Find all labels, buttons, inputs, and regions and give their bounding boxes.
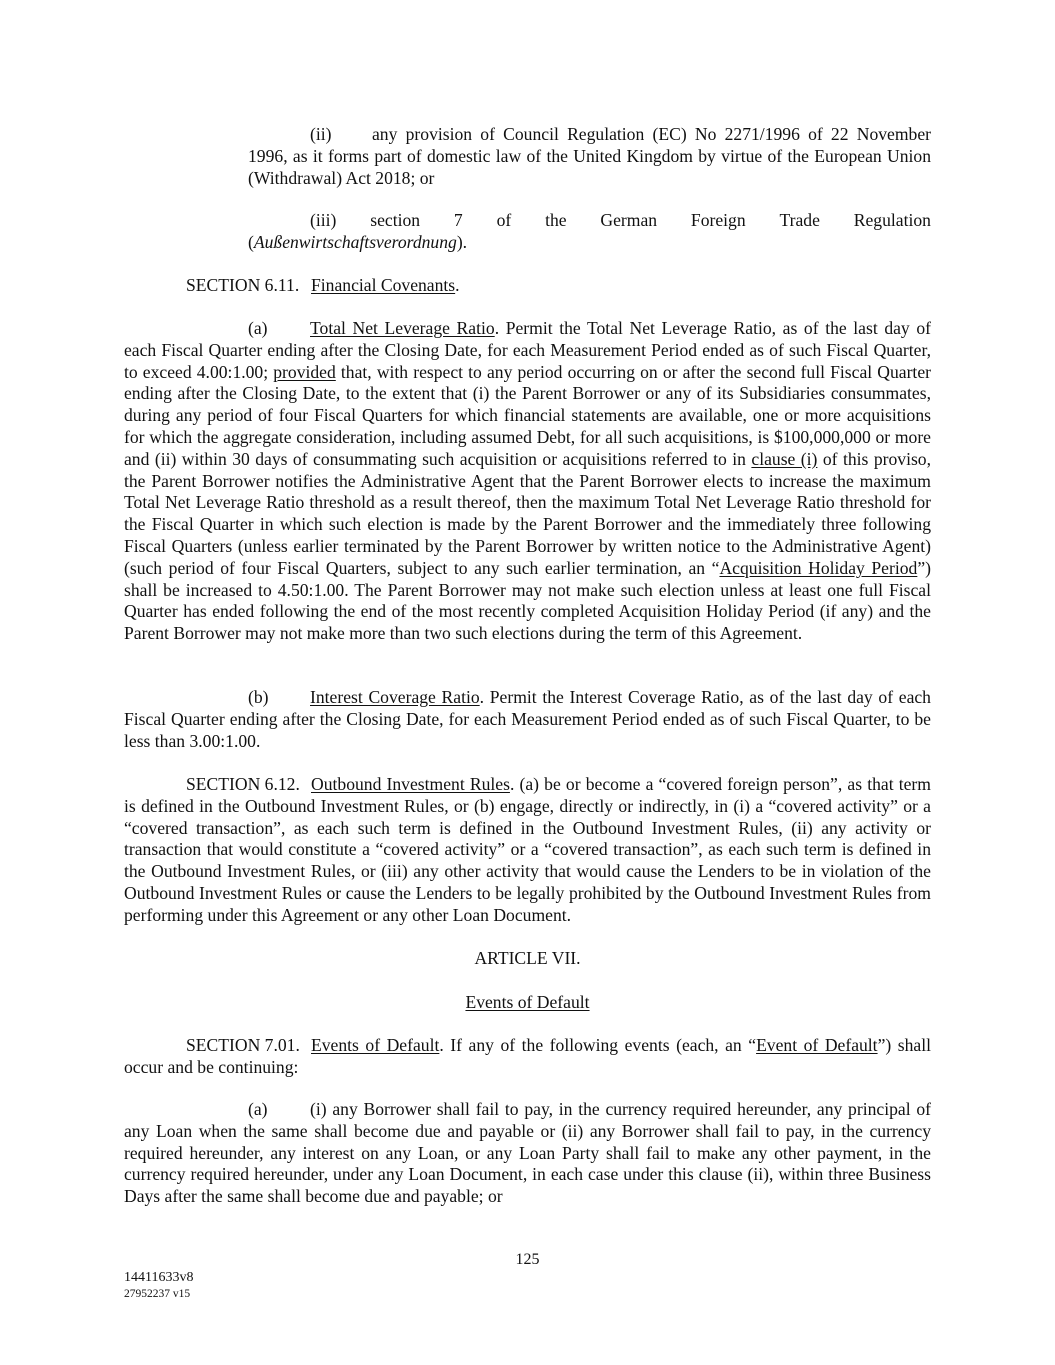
provided-term: provided bbox=[273, 361, 336, 382]
section-6-12-paragraph: SECTION 6.12. Outbound Investment Rules. (a) be or become a “covered foreign person”, as that term is defined in the Outbound Investment Rules, or (b) engage, directly or indirectly, in (i) a “covered activity” or a “covered transaction”, as each such term is defined in the Outbound Investment Rules, (ii) any activity or transaction that would constitute a “covered activity” or a “covered transaction”, as each such term is defined in the Outbound Investment Rules, or (iii) any other activity that would cause the Lenders to be in violation of the Outbound Investment Rules or cause the Lenders to be legally prohibited by the Outbound Investment Rules from performing under this Agreement or any other Loan Document. bbox=[124, 774, 931, 925]
clause-iii-number: (iii) bbox=[310, 210, 337, 230]
section-7-01-paragraph: SECTION 7.01. Events of Default. If any of the following events (each, an “Event of Default”) shall occur and be continuing: bbox=[124, 1035, 932, 1077]
events-of-default-title: Events of Default bbox=[311, 1035, 440, 1055]
section-7-01-a-paragraph bbox=[124, 1099, 931, 1208]
clause-iii-word: of bbox=[496, 210, 512, 230]
clause-ii-text: any provision of Council Regulation (EC) No 2271/1996 of 22 November 1996, as it forms part of domestic law of the United Kingdom by virtue of the European Union (Withdrawal) Act 2018; or bbox=[248, 124, 931, 188]
clause-ii-number: (ii) bbox=[310, 124, 332, 144]
clause-iii-word: Regulation bbox=[853, 210, 931, 230]
clause-iii-word: German bbox=[600, 210, 658, 230]
page-number: 125 bbox=[515, 1251, 540, 1268]
clause-iii-word: the bbox=[545, 210, 567, 230]
clause-iii-word: Trade bbox=[779, 210, 820, 230]
clause-iii-german-term: Außenwirtschaftsverordnung bbox=[253, 231, 457, 252]
clause-i-reference: clause (i) bbox=[751, 448, 818, 469]
article-heading: ARTICLE VII. bbox=[474, 948, 581, 968]
section-6-11-heading: SECTION 6.11. Financial Covenants. bbox=[186, 275, 460, 295]
section-6-12-label: SECTION 6.12. bbox=[186, 774, 300, 794]
total-net-leverage-ratio-title: Total Net Leverage Ratio bbox=[310, 318, 495, 338]
outbound-investment-rules-title: Outbound Investment Rules bbox=[311, 774, 510, 794]
clause-iii-first-line bbox=[248, 210, 931, 232]
clause-iii-word: 7 bbox=[453, 210, 463, 230]
document-id-primary: 14411633v8 bbox=[124, 1270, 194, 1285]
section-6-11-b-paragraph: (b) Interest Coverage Ratio. Permit the Interest Coverage Ratio, as of the last day of each Fiscal Quarter ending after the Closing Date, for each Measurement Period ended as of such Fiscal Quarter, to be less than 3.00:1.00. bbox=[124, 687, 931, 751]
clause-iii-second-line: (Außenwirtschaftsverordnung). bbox=[248, 231, 468, 252]
section-6-11-a-number: (a) bbox=[248, 318, 268, 338]
article-subheading: Events of Default bbox=[465, 992, 590, 1012]
section-7-01-a-text: (i) any Borrower shall fail to pay, in the currency required hereunder, any principal of any Loan when the same shall become due and payable or (ii) any Borrower shall fail to pay, in the currency required hereunder, any interest on any Loan, or any Loan Party shall fail to make any other payment, in the currency required hereunder, under any Loan Document, in each case under this clause (ii), within three Business Days after the same shall become due and payable; or bbox=[124, 1099, 931, 1207]
section-6-11-label: SECTION 6.11. bbox=[186, 275, 300, 295]
clause-iii-paragraph bbox=[248, 210, 931, 254]
clause-ii-paragraph bbox=[248, 124, 931, 189]
clause-iii-word: Foreign bbox=[690, 210, 746, 230]
document-id-secondary: 27952237 v15 bbox=[124, 1288, 191, 1300]
interest-coverage-ratio-title: Interest Coverage Ratio bbox=[310, 687, 480, 707]
acquisition-holiday-period-term: Acquisition Holiday Period bbox=[719, 557, 918, 578]
clause-iii-word: section bbox=[370, 210, 421, 230]
section-6-11-b-number: (b) bbox=[248, 687, 269, 707]
section-7-01-a-number: (a) bbox=[248, 1099, 268, 1119]
section-6-11-a-paragraph: (a) Total Net Leverage Ratio. Permit the Total Net Leverage Ratio, as of the last day of each Fiscal Quarter ending after the Closing Date, for each Measurement Period ended as of such Fiscal Quarter, to exceed 4.00:1.00; provided that, with respect to any period occurring on or after the second full Fiscal Quarter ending after the Closing Date, to the extent that (i) the Parent Borrower or any of its Subsidiaries consummates, during any period of four Fiscal Quarters for which financial statements are available, one or more acquisitions for which the aggregate consideration, including assumed Debt, for all such acquisitions, is $100,000,000 or more and (ii) within 30 days of consummating such acquisition or acquisitions referred to in clause (i) of this proviso, the Parent Borrower notifies the Administrative Agent that the Parent Borrower elects to increase the maximum Total Net Leverage Ratio threshold as a result thereof, then the maximum Total Net Leverage Ratio threshold for the Fiscal Quarter in which such election is made by the Parent Borrower and the immediately three following Fiscal Quarters (unless earlier terminated by the Parent Borrower by written notice to the Administrative Agent) (such period of four Fiscal Quarters, subject to any such earlier termination, an “Acquisition Holiday Period”) shall be increased to 4.50:1.00. The Parent Borrower may not make such election unless at least one full Fiscal Quarter has ended following the end of the most recently completed Acquisition Holiday Period (if any) and the Parent Borrower may not make more than two such elections during the term of this Agreement. bbox=[124, 318, 932, 644]
event-of-default-term: Event of Default bbox=[756, 1035, 878, 1055]
section-7-01-label: SECTION 7.01. bbox=[186, 1035, 300, 1055]
section-6-11-title: Financial Covenants bbox=[311, 275, 456, 295]
